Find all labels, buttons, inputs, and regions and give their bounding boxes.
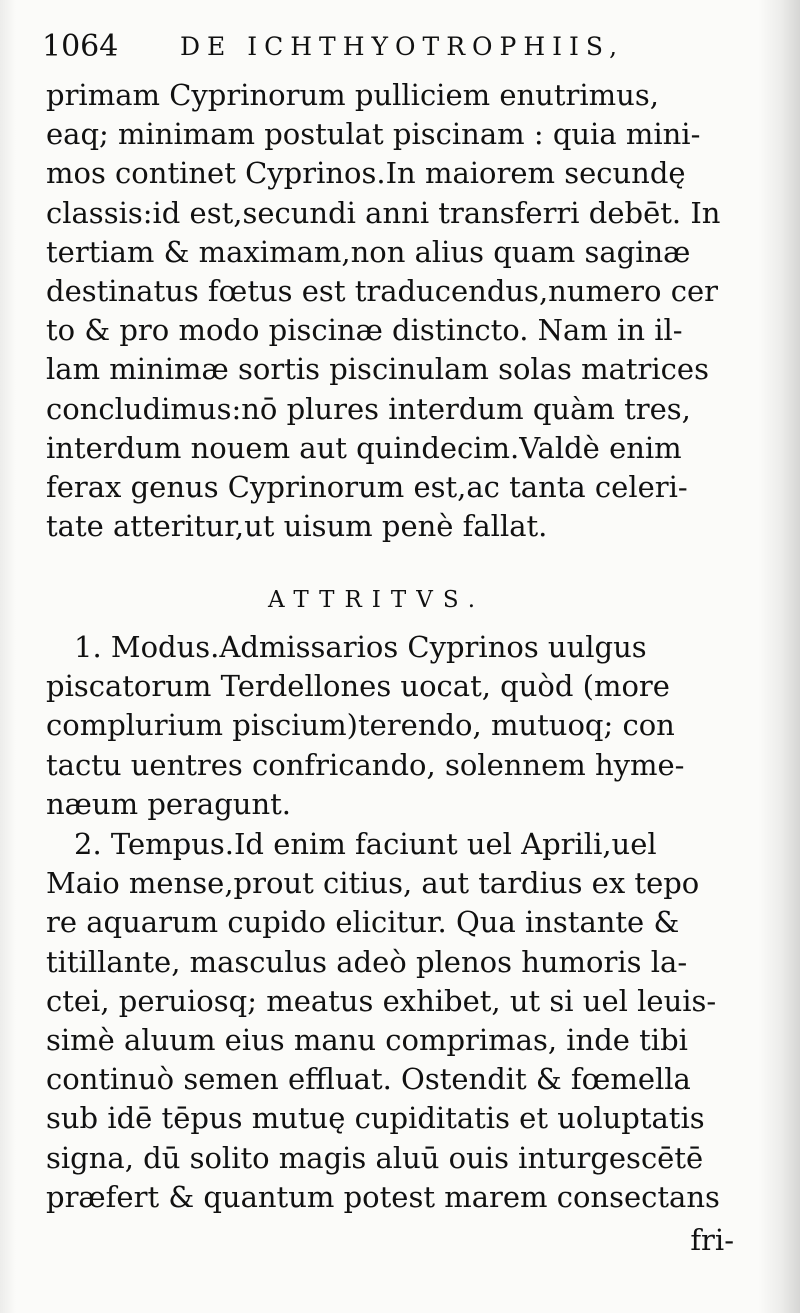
text-line: tactu uentres confricando, solennem hyme- — [46, 747, 685, 782]
text-line: ferax genus Cyprinorum est,ac tanta celeri- — [46, 469, 688, 504]
text-line: 2. Tempus.Id enim faciunt uel Aprili,uel — [74, 827, 657, 861]
text-line: primam Cyprinorum pulliciem enutrimus, — [46, 78, 659, 112]
section-heading: ATTRITVS. — [268, 587, 486, 613]
text-line: mos continet Cyprinos.In maiorem secundę — [46, 156, 686, 191]
text-line: lam minimæ sortis piscinulam solas matrices — [46, 352, 709, 387]
running-head: DE ICHTHYOTROPHIIS, — [180, 32, 625, 61]
text-line: 1. Modus.Admissarios Cyprinos uulgus — [74, 630, 647, 664]
text-line: simè aluum eius manu comprimas, inde tibi — [46, 1022, 688, 1057]
text-line: titillante, masculus adeò plenos humoris la- — [46, 944, 688, 979]
text-line: ctei, peruiosq; meatus exhibet, ut si uel leuis- — [46, 983, 717, 1018]
paragraph-1 — [46, 76, 736, 546]
text-line: to & pro modo piscinæ distincto. Nam in il- — [46, 313, 683, 348]
paragraph-3 — [46, 825, 736, 1217]
text-line: re aquarum cupido elicitur. Qua instante & — [46, 905, 680, 940]
text-line: næum peragunt. — [46, 786, 291, 821]
text-line: tate atteritur,ut uisum penè fallat. — [46, 509, 548, 544]
text-line: Maio mense,prout citius, aut tardius ex tepo — [46, 866, 700, 901]
text-line: continuò semen effluat. Ostendit & fœmella — [46, 1062, 691, 1097]
text-line: piscatorum Terdellones uocat, quòd (more — [46, 669, 670, 704]
page-header — [42, 24, 742, 70]
text-line: eaq; minimam postulat piscinam : quia mini- — [46, 117, 701, 152]
text-line: sub idē tēpus mutuę cupiditatis et uoluptatis — [46, 1101, 705, 1136]
text-line: complurium piscium)terendo, mutuoq; con — [46, 708, 675, 743]
text-line: tertiam & maximam,non alius quam saginæ — [46, 234, 691, 269]
text-line: præfert & quantum potest marem consectans — [46, 1179, 720, 1214]
paragraph-2 — [46, 628, 736, 824]
text-line: signa, dū solito magis aluū ouis inturgescētē — [46, 1140, 704, 1175]
text-line: classis:id est,secundi anni transferri debēt. In — [46, 195, 721, 230]
text-line: interdum nouem aut quindecim.Valdè enim — [46, 430, 682, 465]
page-number: 1064 — [42, 29, 119, 64]
page-gutter-shadow — [0, 0, 16, 1313]
text-line: concludimus:nō plures interdum quàm tres, — [46, 391, 691, 426]
text-line: destinatus fœtus est traducendus,numero cer — [46, 273, 718, 308]
page-edge-shadow — [758, 0, 800, 1313]
catchword: fri- — [690, 1223, 734, 1257]
